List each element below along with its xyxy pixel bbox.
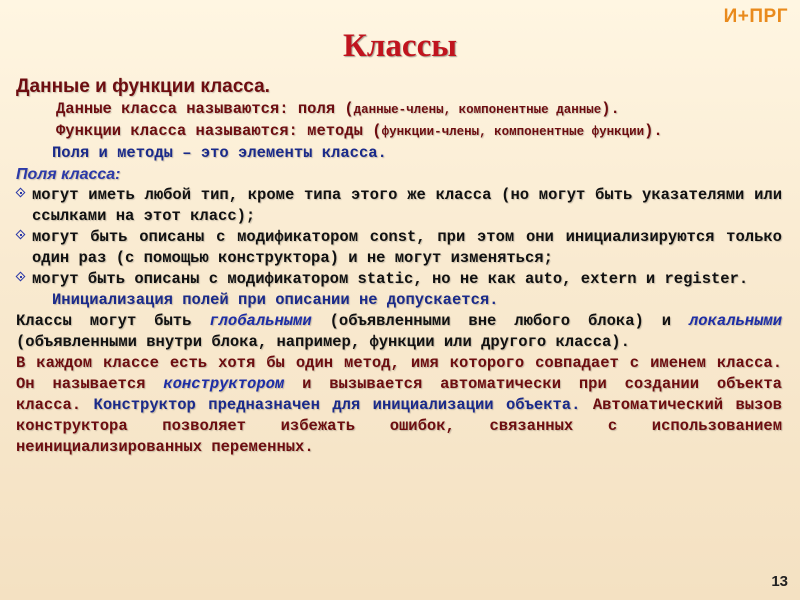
- global-term: глобальными: [209, 312, 312, 330]
- bullet-text-2: могут быть описаны с модификатором const, при этом они инициализируются только один раз (с помощью конструктора) и не могут изменяться;: [32, 228, 782, 267]
- bullet-item-1: [16, 185, 782, 227]
- local-term: локальными: [688, 312, 782, 330]
- bullet-text-3: могут быть описаны с модификатором static, но не как auto, extern и register.: [32, 270, 749, 288]
- fields-heading: Поля класса:: [16, 166, 121, 183]
- constructor-purpose: Конструктор предназначен для инициализации объекта.: [93, 396, 581, 414]
- page-number: 13: [771, 573, 788, 590]
- init-note: Инициализация полей при описании не допускается.: [52, 291, 499, 309]
- data-fields-end: ).: [601, 100, 620, 118]
- bullet-item-2: [16, 227, 782, 269]
- diamond-bullet-icon: [16, 272, 26, 282]
- constructor-paragraph: [16, 353, 782, 458]
- methods-end: ).: [644, 122, 663, 140]
- bullet-text-1: могут иметь любой тип, кроме типа этого же класса (но могут быть указателями или ссылками на этот класс);: [32, 186, 782, 225]
- slide-title: Классы: [342, 28, 457, 64]
- scope-paragraph: [16, 311, 782, 353]
- elements-line: Поля и методы – это элементы класса.: [52, 144, 387, 162]
- brand-label: И+ПРГ: [723, 6, 788, 27]
- constructor-text-3: Автоматический вызов конструктора позволяет избежать ошибок, связанных с использованием неинициализированных переменных.: [16, 396, 782, 456]
- slide-content: [16, 76, 782, 458]
- scope-text-2: (объявленными вне любого блока) и: [311, 312, 689, 330]
- scope-text-1: Классы могут быть: [16, 312, 210, 330]
- methods-text: Функции класса называются: методы (: [56, 122, 382, 140]
- bullet-item-3: [16, 269, 782, 290]
- diamond-bullet-icon: [16, 188, 26, 198]
- data-fields-small: данные-члены, компонентные данные: [353, 103, 602, 117]
- data-fields-text: Данные класса называются: поля (: [56, 100, 354, 118]
- scope-text-3: (объявленными внутри блока, например, функции или другого класса).: [16, 333, 630, 351]
- section-heading: Данные и функции класса.: [16, 76, 270, 97]
- data-fields-line: [16, 99, 782, 121]
- constructor-term: конструктором: [163, 375, 285, 393]
- constructor-text-2: и вызывается автоматически при создании объекта класса.: [16, 375, 782, 414]
- methods-small: функции-члены, компонентные функции: [381, 125, 645, 139]
- constructor-text-1: В каждом классе есть хотя бы один метод, имя которого совпадает с именем класса. Он называется: [16, 354, 782, 393]
- diamond-bullet-icon: [16, 230, 26, 240]
- methods-line: [16, 121, 782, 143]
